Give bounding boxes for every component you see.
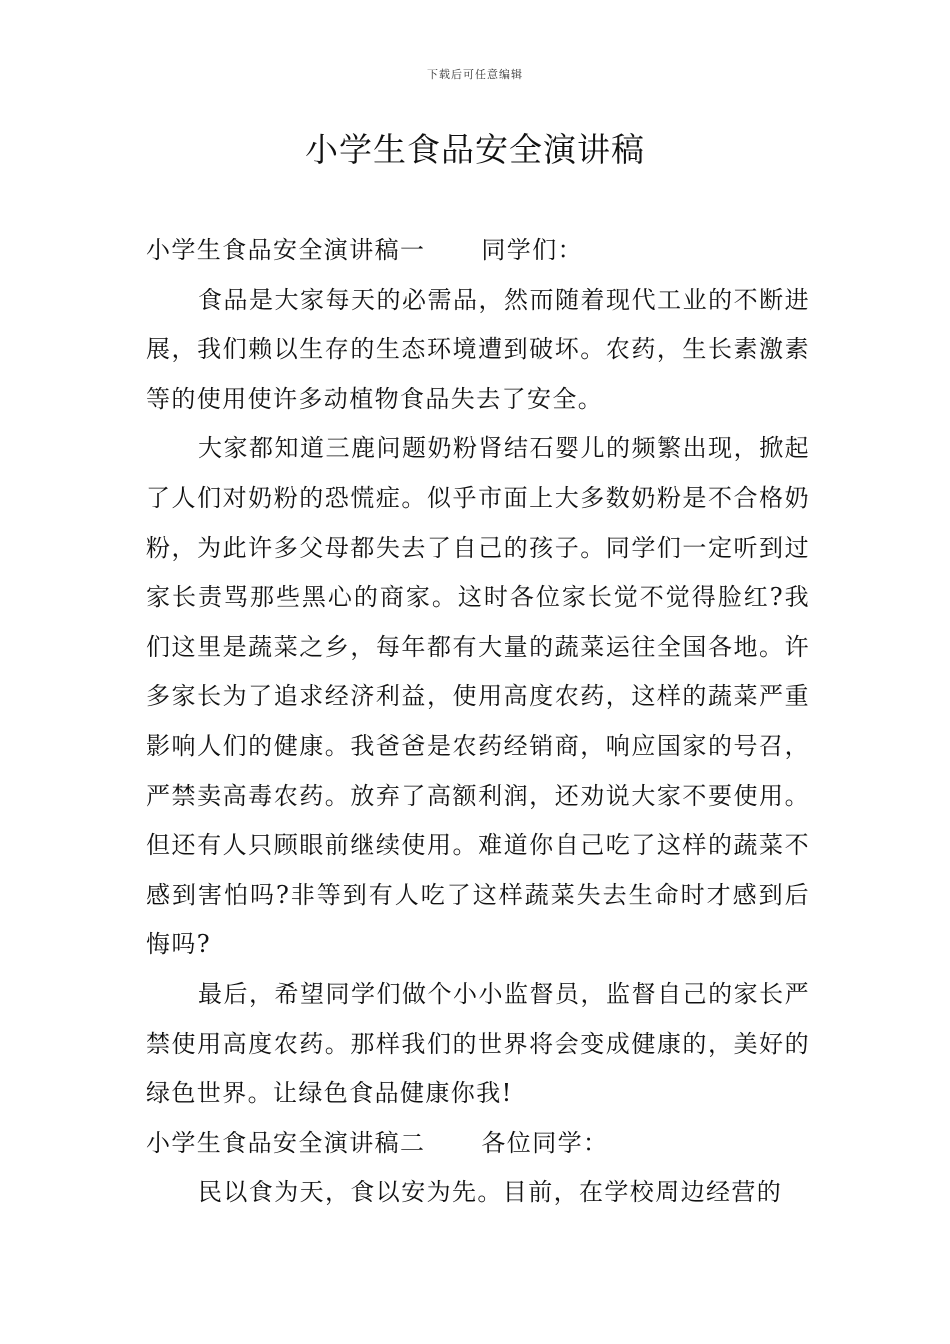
section-heading-line	[146, 226, 810, 276]
section-salutation: 各位同学：	[481, 1128, 609, 1157]
paragraph: 最后，希望同学们做个小小监督员，监督自己的家长严禁使用高度农药。那样我们的世界将会变成健康的，美好的绿色世界。让绿色食品健康你我!	[146, 979, 810, 1108]
section-heading-line	[146, 1119, 810, 1169]
document-title: 小学生食品安全演讲稿	[305, 130, 645, 169]
section-heading: 小学生食品安全演讲稿一	[146, 236, 426, 264]
paragraph: 大家都知道三鹿问题奶粉肾结石婴儿的频繁出现，掀起了人们对奶粉的恐慌症。似乎市面上大多数奶粉是不合格奶粉，为此许多父母都失去了自己的孩子。同学们一定听到过家长责骂那些黑心的商家。这时各位家长觉不觉得脸红?我们这里是蔬菜之乡，每年都有大量的蔬菜运往全国各地。许多家长为了追求经济利益，使用高度农药，这样的蔬菜严重影响人们的健康。我爸爸是农药经销商，响应国家的号召，严禁卖高毒农药。放弃了高额利润，还劝说大家不要使用。但还有人只顾眼前继续使用。难道你自己吃了这样的蔬菜不感到害怕吗?非等到有人吃了这样蔬菜失去生命时才感到后悔吗?	[146, 434, 810, 959]
paragraph: 民以食为天，食以安为先。目前，在学校周边经营的	[198, 1178, 783, 1207]
header-note: 下载后可任意编辑	[427, 68, 523, 81]
paragraph: 食品是大家每天的必需品，然而随着现代工业的不断进展，我们赖以生存的生态环境遭到破坏。农药，生长素激素等的使用使许多动植物食品失去了安全。	[146, 285, 810, 413]
section-heading: 小学生食品安全演讲稿二	[146, 1128, 426, 1157]
document-body	[146, 226, 810, 1218]
section-salutation: 同学们：	[481, 236, 584, 264]
